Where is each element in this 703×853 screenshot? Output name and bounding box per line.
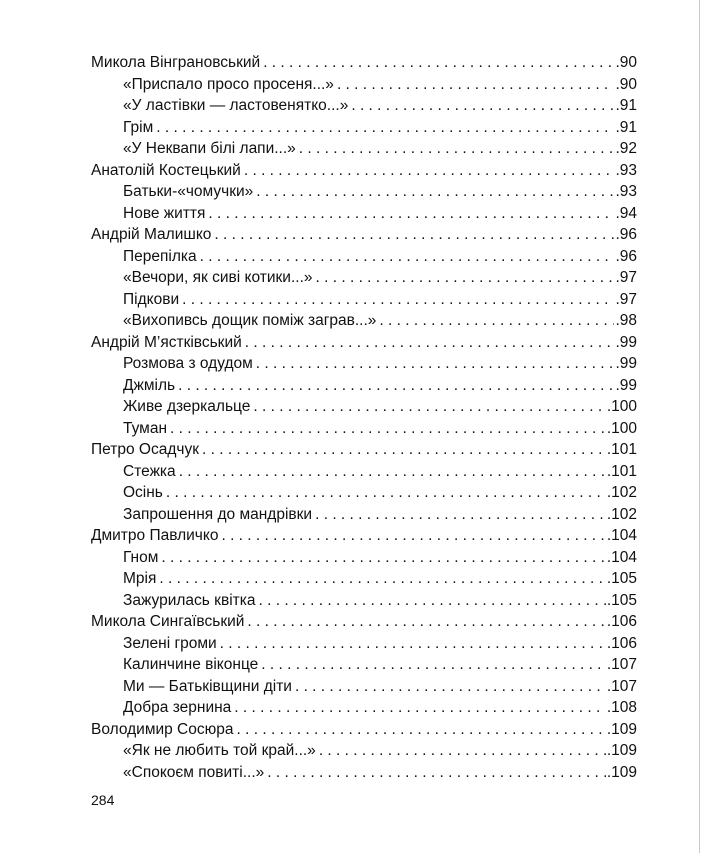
- toc-poem-entry: [91, 181, 637, 203]
- toc-entry-page: .93: [615, 161, 637, 179]
- toc-poem-entry: [91, 418, 637, 440]
- toc-poem-entry: [91, 762, 637, 784]
- toc-author-entry: [91, 160, 637, 182]
- toc-entry-page: .102: [606, 484, 637, 501]
- toc-poem-entry: [91, 504, 637, 526]
- toc-entry-page: .91: [615, 97, 637, 114]
- toc-entry-title: Розмова з одудом: [123, 355, 253, 372]
- page-number: 284: [91, 792, 115, 808]
- dot-leader: [316, 267, 615, 289]
- toc-entry-title: Микола Вінграновський: [91, 54, 261, 71]
- dot-leader: [261, 654, 606, 676]
- toc-entry-page: .101: [606, 441, 637, 458]
- toc-entry-title: Стежка: [123, 462, 176, 480]
- page-edge-line: [699, 0, 700, 853]
- toc-entry-title: «Вихопивсь дощик поміж заграв...»: [123, 312, 377, 329]
- dot-leader: [156, 117, 614, 139]
- toc-entry-page: .97: [615, 269, 637, 286]
- toc-entry-page: .100: [606, 419, 637, 437]
- dot-leader: [351, 95, 614, 117]
- toc-poem-entry: [91, 676, 637, 698]
- dot-leader: [267, 762, 606, 784]
- toc-poem-entry: [91, 568, 637, 590]
- toc-entry-title: «У Неквапи білі лапи...»: [123, 140, 296, 157]
- dot-leader: [247, 611, 605, 633]
- dot-leader: [166, 482, 606, 504]
- dot-leader: [234, 697, 606, 719]
- toc-poem-entry: [91, 267, 637, 289]
- toc-poem-entry: [91, 396, 637, 418]
- toc-entry-page: .106: [606, 613, 637, 630]
- dot-leader: [161, 547, 605, 569]
- dot-leader: [244, 160, 615, 182]
- toc-entry-page: .96: [615, 226, 637, 243]
- toc-poem-entry: [91, 138, 637, 160]
- toc-entry-title: Нове життя: [123, 204, 206, 222]
- toc-entry-page: .96: [615, 247, 637, 265]
- toc-author-entry: [91, 224, 637, 246]
- toc-entry-title: Анатолій Костецький: [91, 161, 241, 179]
- toc-entry-page: .102: [606, 505, 637, 523]
- toc-entry-page: .108: [606, 699, 637, 716]
- toc-entry-page: .93: [615, 183, 637, 200]
- toc-entry-page: .109: [606, 720, 637, 738]
- toc-entry-page: .99: [615, 376, 637, 394]
- toc-entry-page: .92: [615, 140, 637, 157]
- toc-entry-page: .90: [615, 75, 637, 93]
- toc-poem-entry: [91, 482, 637, 504]
- toc-entry-title: «Як не любить той край...»: [123, 742, 316, 759]
- dot-leader: [253, 396, 605, 418]
- toc-entry-page: .109: [606, 763, 637, 781]
- dot-leader: [179, 461, 606, 483]
- toc-poem-entry: [91, 74, 637, 96]
- toc-entry-title: «Спокоєм повиті...»: [123, 763, 265, 781]
- dot-leader: [178, 375, 614, 397]
- dot-leader: [220, 633, 606, 655]
- toc-entry-title: Калинчине віконце: [123, 656, 259, 673]
- toc-entry-title: «Приспало просо просеня...»: [123, 75, 334, 93]
- dot-leader: [182, 289, 614, 311]
- dot-leader: [208, 203, 614, 225]
- toc-entry-title: Андрій М’ястківський: [91, 333, 242, 351]
- dot-leader: [170, 418, 606, 440]
- dot-leader: [245, 332, 615, 354]
- dot-leader: [214, 224, 614, 246]
- toc-entry-title: Дмитро Павличко: [91, 527, 219, 544]
- toc-entry-title: Перепілка: [123, 247, 197, 265]
- toc-author-entry: [91, 611, 637, 633]
- toc-entry-page: .104: [606, 527, 637, 544]
- toc-poem-entry: [91, 353, 637, 375]
- toc-author-entry: [91, 439, 637, 461]
- toc-entry-title: Запрошення до мандрівки: [123, 505, 313, 523]
- toc-entry-title: Зажурилась квітка: [123, 591, 256, 609]
- dot-leader: [315, 504, 606, 526]
- toc-entry-title: Добра зернина: [123, 699, 232, 716]
- dot-leader: [237, 719, 606, 741]
- table-of-contents: [91, 52, 637, 783]
- toc-entry-title: «Вечори, як сиві котики...»: [123, 269, 313, 286]
- dot-leader: [256, 181, 614, 203]
- toc-entry-title: Микола Сингаївський: [91, 613, 245, 630]
- toc-author-entry: [91, 332, 637, 354]
- dot-leader: [263, 52, 614, 74]
- toc-entry-page: .99: [615, 355, 637, 372]
- toc-author-entry: [91, 52, 637, 74]
- toc-poem-entry: [91, 461, 637, 483]
- toc-poem-entry: [91, 310, 637, 332]
- toc-entry-title: Зелені громи: [123, 634, 217, 652]
- toc-entry-page: .106: [606, 634, 637, 652]
- toc-entry-page: .109: [606, 742, 637, 759]
- toc-poem-entry: [91, 697, 637, 719]
- toc-entry-title: Володимир Сосюра: [91, 720, 234, 738]
- dot-leader: [221, 525, 605, 547]
- toc-entry-page: .97: [615, 290, 637, 308]
- toc-entry-title: Ми — Батьківщини діти: [123, 677, 292, 695]
- toc-poem-entry: [91, 289, 637, 311]
- toc-entry-title: Гном: [123, 548, 159, 566]
- dot-leader: [159, 568, 605, 590]
- toc-entry-title: Петро Осадчук: [91, 441, 199, 458]
- toc-entry-page: .105: [606, 591, 637, 609]
- toc-author-entry: [91, 719, 637, 741]
- toc-entry-page: .90: [615, 54, 637, 71]
- dot-leader: [202, 439, 606, 461]
- toc-entry-page: .94: [615, 204, 637, 222]
- toc-entry-title: Мрія: [123, 570, 157, 587]
- toc-poem-entry: [91, 547, 637, 569]
- dot-leader: [258, 590, 605, 612]
- toc-entry-page: .91: [615, 118, 637, 136]
- toc-entry-title: Грім: [123, 118, 154, 136]
- toc-poem-entry: [91, 633, 637, 655]
- dot-leader: [379, 310, 614, 332]
- toc-entry-title: Підкови: [123, 290, 180, 308]
- toc-entry-title: Туман: [123, 419, 168, 437]
- dot-leader: [200, 246, 615, 268]
- dot-leader: [319, 740, 606, 762]
- dot-leader: [295, 676, 606, 698]
- toc-entry-title: Джміль: [123, 376, 176, 394]
- toc-entry-title: «У ластівки — ластовенятко...»: [123, 97, 349, 114]
- toc-poem-entry: [91, 590, 637, 612]
- toc-entry-title: Живе дзеркальце: [123, 398, 251, 415]
- toc-poem-entry: [91, 117, 637, 139]
- toc-poem-entry: [91, 203, 637, 225]
- toc-poem-entry: [91, 375, 637, 397]
- toc-author-entry: [91, 525, 637, 547]
- toc-poem-entry: [91, 95, 637, 117]
- toc-entry-page: .105: [606, 570, 637, 587]
- toc-entry-title: Андрій Малишко: [91, 226, 212, 243]
- dot-leader: [256, 353, 615, 375]
- toc-entry-page: .107: [606, 677, 637, 695]
- toc-poem-entry: [91, 246, 637, 268]
- toc-entry-page: .99: [615, 333, 637, 351]
- toc-entry-page: .100: [606, 398, 637, 415]
- toc-entry-page: .98: [615, 312, 637, 329]
- dot-leader: [299, 138, 615, 160]
- dot-leader: [337, 74, 615, 96]
- toc-entry-title: Батьки-«чомучки»: [123, 183, 254, 200]
- toc-poem-entry: [91, 654, 637, 676]
- toc-entry-page: .107: [606, 656, 637, 673]
- toc-entry-page: .101: [606, 462, 637, 480]
- toc-poem-entry: [91, 740, 637, 762]
- toc-entry-title: Осінь: [123, 484, 163, 501]
- toc-entry-page: .104: [606, 548, 637, 566]
